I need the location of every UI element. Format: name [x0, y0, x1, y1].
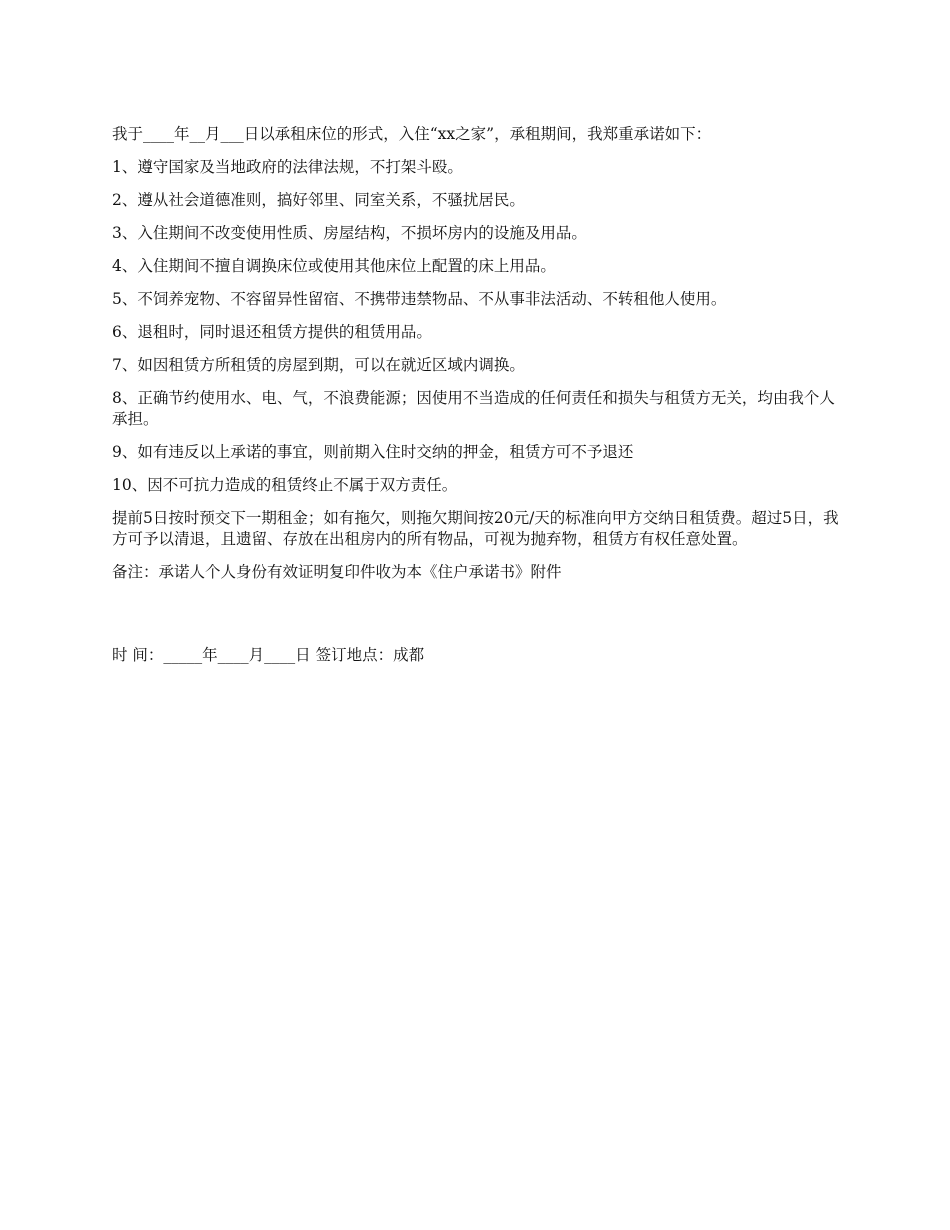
clause-item: 2、遵从社会道德准则，搞好邻里、同室关系，不骚扰居民。: [112, 191, 525, 209]
clause-item: 8、正确节约使用水、电、气，不浪费能源；因使用不当造成的任何责任和损失与租赁方无关，均由我个人承担。: [112, 389, 835, 428]
clause-item: 1、遵守国家及当地政府的法律法规，不打架斗殴。: [112, 158, 463, 176]
clause-item: 5、不饲养宠物、不容留异性留宿、不携带违禁物品、不从事非法活动、不转租他人使用。: [112, 290, 727, 308]
intro-paragraph: 我于____年__月___日以承租床位的形式，入住“xx之家”，承租期间，我郑重承诺如下：: [112, 125, 712, 143]
document-body: [112, 124, 840, 678]
note-paragraph: 备注：承诺人个人身份有效证明复印件收为本《住户承诺书》附件: [112, 563, 562, 581]
signature-line: 时 间：_____年____月____日 签订地点：成都: [112, 646, 425, 664]
clause-item: 4、入住期间不擅自调换床位或使用其他床位上配置的床上用品。: [112, 257, 556, 275]
clause-item: 3、入住期间不改变使用性质、房屋结构，不损坏房内的设施及用品。: [112, 224, 587, 242]
clause-item: 7、如因租赁方所租赁的房屋到期，可以在就近区域内调换。: [112, 356, 525, 374]
clause-item: 6、退租时，同时退还租赁方提供的租赁用品。: [112, 323, 432, 341]
clause-item: 9、如有违反以上承诺的事宜，则前期入住时交纳的押金，租赁方可不予退还: [112, 443, 634, 461]
clause-item: 10、因不可抗力造成的租赁终止不属于双方责任。: [112, 476, 458, 494]
rent-clause-paragraph: 提前5日按时预交下一期租金；如有拖欠，则拖欠期间按20元/天的标准向甲方交纳日租赁费。超过5日，我方可予以清退，且遗留、存放在出租房内的所有物品，可视为抛弃物，租赁方有权任意处置。: [112, 509, 839, 548]
